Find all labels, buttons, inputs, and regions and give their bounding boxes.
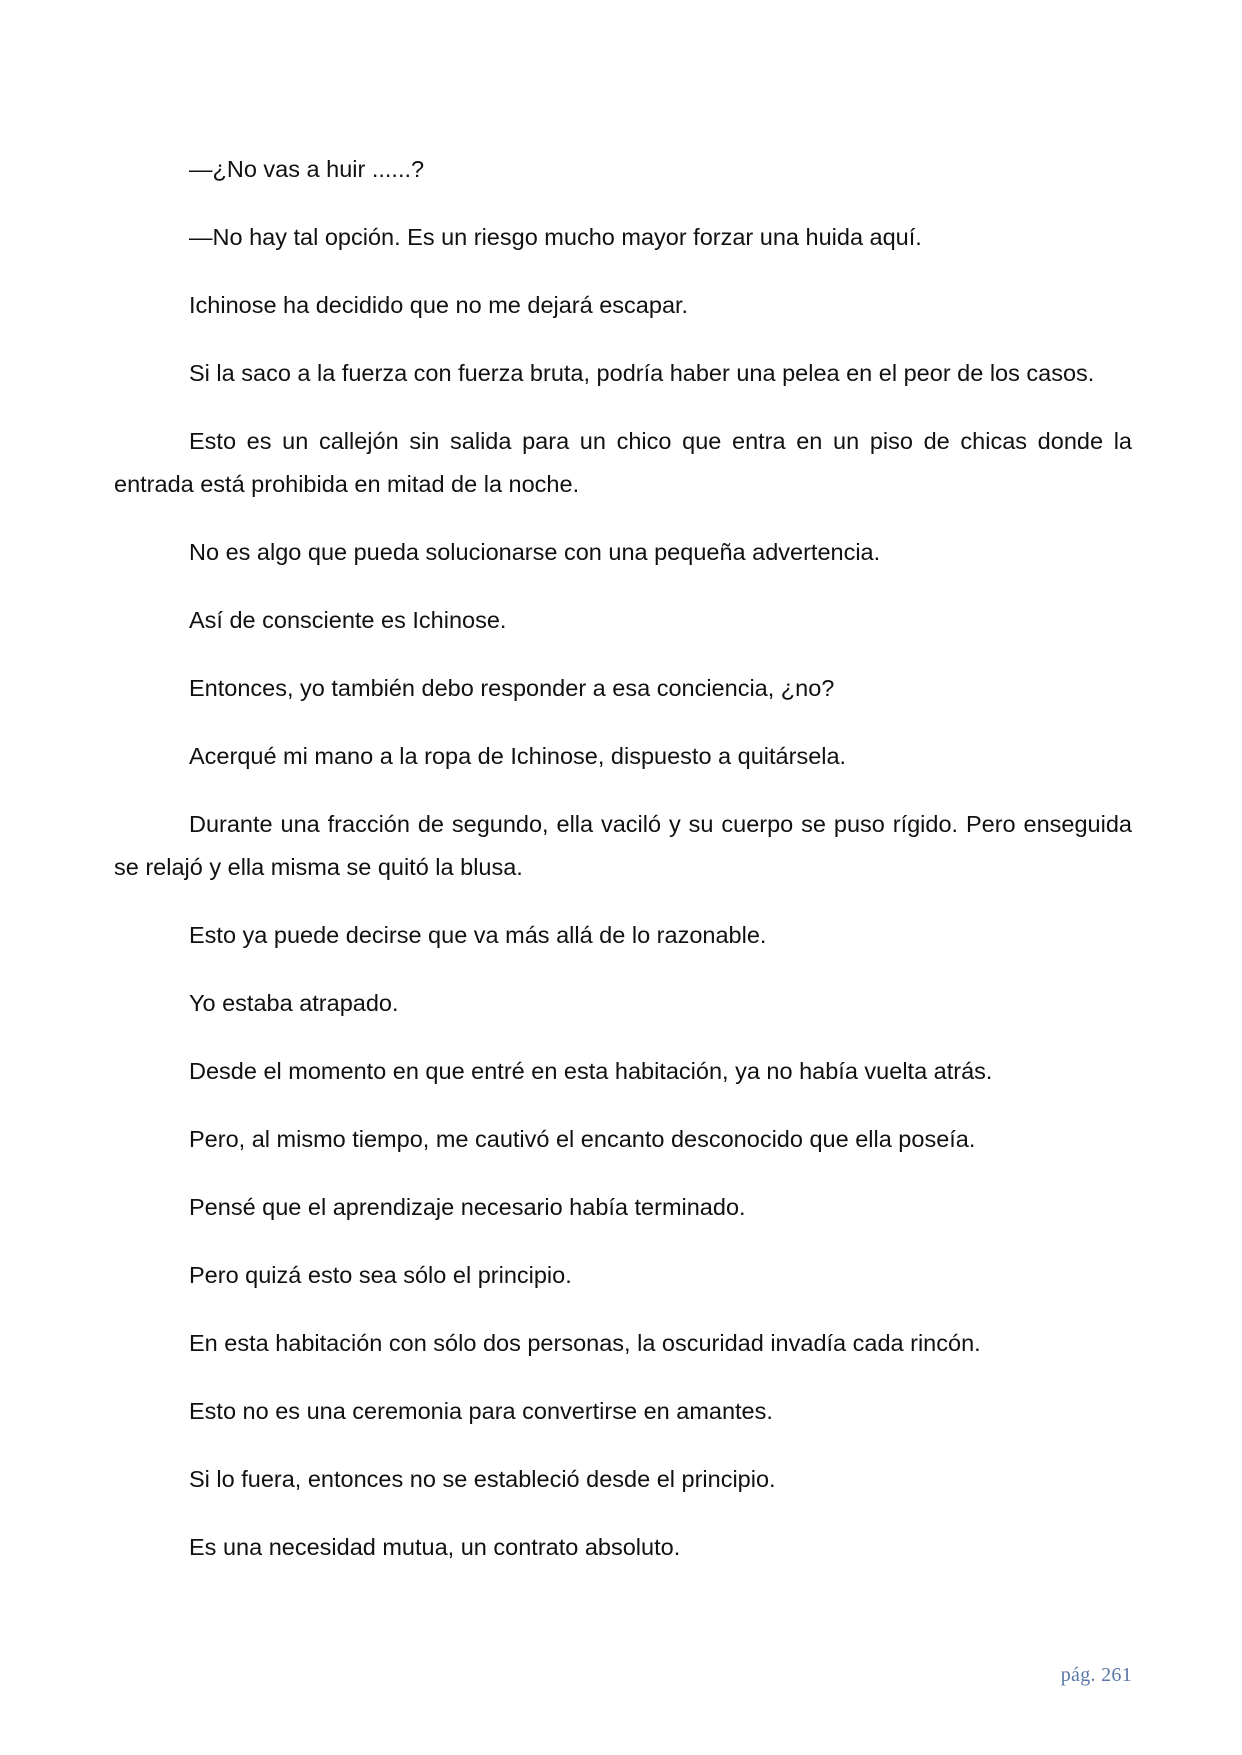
paragraph: No es algo que pueda solucionarse con una pequeña advertencia. [189,539,881,565]
paragraph: En esta habitación con sólo dos personas, la oscuridad invadía cada rincón. [189,1330,981,1356]
page-number: pág. 261 [1060,1664,1132,1686]
paragraph: —No hay tal opción. Es un riesgo mucho mayor forzar una huida aquí. [189,224,922,250]
paragraph: Si la saco a la fuerza con fuerza bruta, podría haber una pelea en el peor de los casos. [189,360,1095,386]
paragraph: Esto no es una ceremonia para convertirse en amantes. [189,1398,773,1424]
body-text [114,148,1132,1594]
paragraph: —¿No vas a huir ......? [189,156,425,182]
paragraph: Durante una fracción de segundo, ella vaciló y su cuerpo se puso rígido. Pero enseguida se relajó y ella misma se quitó la blusa. [114,811,1132,880]
paragraph: Esto ya puede decirse que va más allá de lo razonable. [189,922,767,948]
paragraph: Pero quizá esto sea sólo el principio. [189,1262,572,1288]
paragraph: Acerqué mi mano a la ropa de Ichinose, dispuesto a quitársela. [189,743,847,769]
paragraph: Entonces, yo también debo responder a esa conciencia, ¿no? [189,675,835,701]
paragraph: Ichinose ha decidido que no me dejará escapar. [189,292,689,318]
paragraph: Yo estaba atrapado. [189,990,399,1016]
paragraph: Esto es un callejón sin salida para un chico que entra en un piso de chicas donde la entrada está prohibida en mitad de la noche. [114,428,1132,497]
paragraph: Pensé que el aprendizaje necesario había terminado. [189,1194,746,1220]
paragraph: Es una necesidad mutua, un contrato absoluto. [189,1534,681,1560]
paragraph: Desde el momento en que entré en esta habitación, ya no había vuelta atrás. [189,1058,993,1084]
paragraph: Así de consciente es Ichinose. [189,607,507,633]
paragraph: Pero, al mismo tiempo, me cautivó el encanto desconocido que ella poseía. [189,1126,976,1152]
paragraph: Si lo fuera, entonces no se estableció desde el principio. [189,1466,776,1492]
